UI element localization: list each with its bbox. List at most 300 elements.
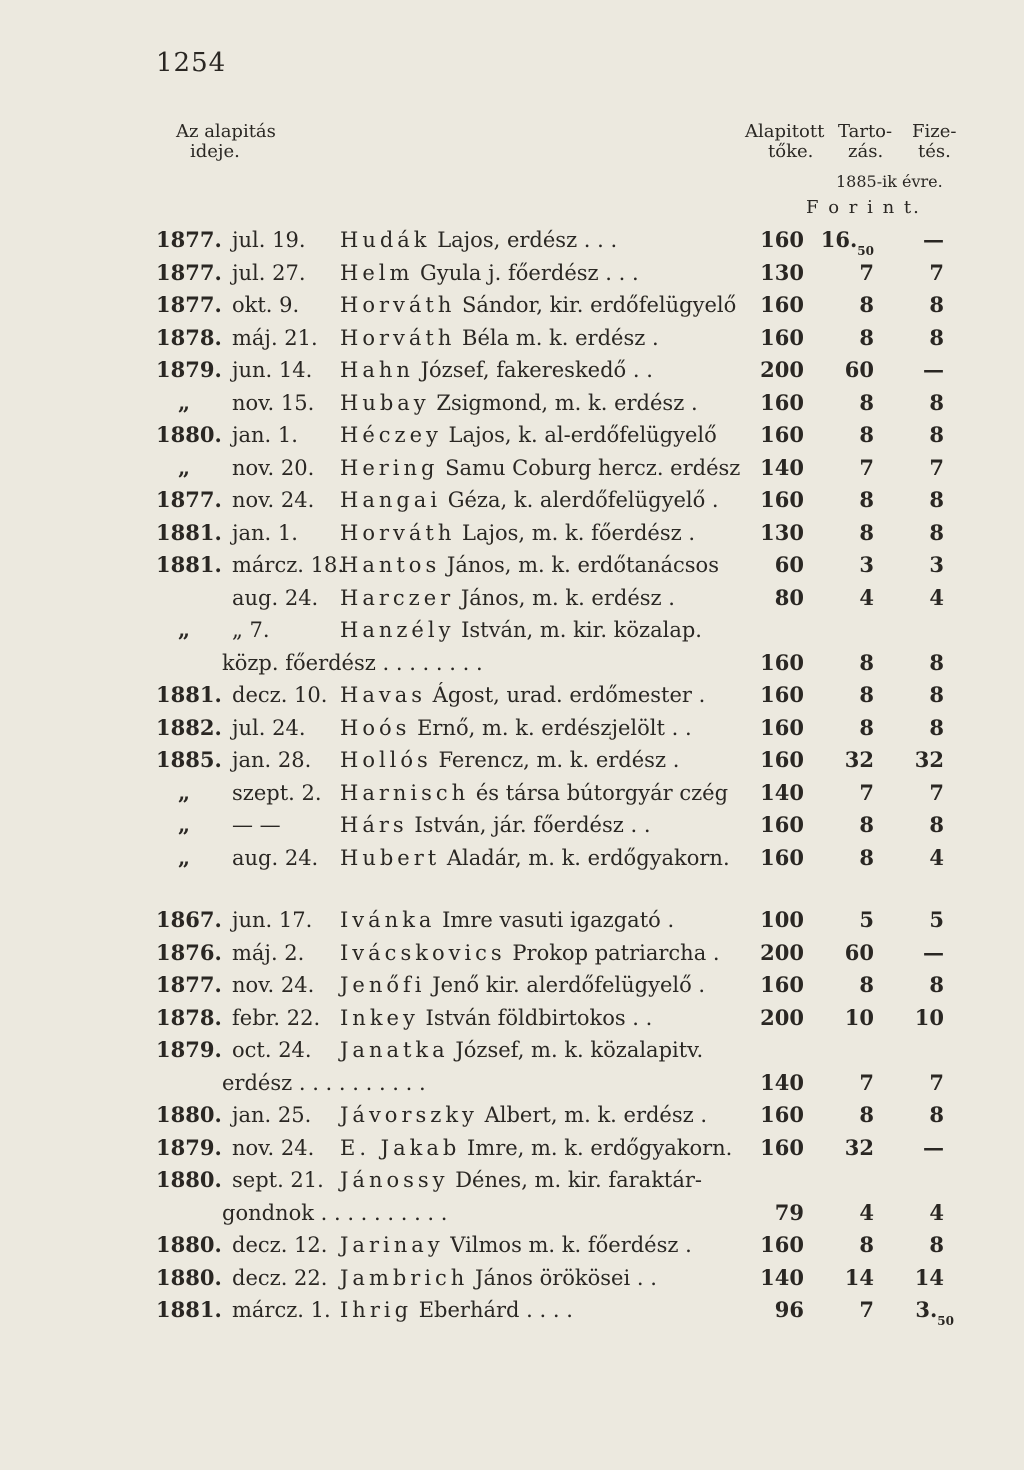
row-tartozas	[859, 712, 874, 744]
row-capital: 200	[760, 357, 804, 382]
row-year: 1867.	[156, 907, 222, 932]
table-row	[0, 1164, 1024, 1196]
row-fizetes-value: 8	[929, 292, 944, 317]
row-year: „	[178, 844, 191, 870]
row-details: Ernő, m. k. erdészjelölt . .	[410, 715, 692, 740]
row-tartozas-value: 16.	[820, 227, 858, 252]
row-fizetes-value: 8	[929, 972, 944, 997]
row-month-day: febr. 22.	[232, 1005, 321, 1030]
row-fizetes-value: —	[923, 1134, 944, 1160]
row-fizetes	[929, 289, 944, 321]
row-name	[340, 937, 720, 969]
row-name	[340, 517, 695, 549]
row-name	[340, 224, 617, 256]
row-details: Aladár, m. k. erdőgyakorn.	[440, 845, 730, 870]
row-tartozas-value: 7	[859, 1069, 874, 1095]
row-month-day: szept. 2.	[232, 780, 322, 805]
row-name	[340, 1262, 657, 1294]
row-details: József, m. k. közalapitv.	[448, 1038, 704, 1062]
row-fizetes-value: 8	[929, 1102, 944, 1127]
row-year: 1877.	[156, 227, 222, 252]
table-row	[0, 387, 1024, 419]
row-month-day: nov. 15.	[232, 390, 315, 415]
header-fiz-line2: tés.	[918, 141, 951, 162]
row-tartozas	[859, 517, 874, 549]
row-year: 1877.	[156, 972, 222, 997]
table-row	[0, 1197, 1024, 1229]
table-row	[0, 937, 1024, 969]
row-capital: 140	[760, 1069, 804, 1095]
row-fizetes	[929, 582, 944, 614]
row-surname: Jarinay	[340, 1233, 444, 1257]
row-capital: 160	[760, 844, 804, 870]
table-row	[0, 712, 1024, 744]
row-tartozas-value: 7	[859, 1297, 874, 1322]
row-surname: Harnisch	[340, 780, 470, 805]
table-row	[0, 647, 1024, 679]
row-surname: Helm	[340, 260, 414, 285]
row-capital: 160	[760, 812, 804, 837]
row-tartozas	[845, 1132, 874, 1164]
row-fizetes	[915, 1002, 944, 1034]
row-surname: Ihrig	[340, 1298, 413, 1322]
row-fizetes	[929, 969, 944, 1001]
row-tartozas-value: 8	[859, 422, 874, 447]
row-capital: 160	[760, 227, 804, 252]
row-surname: Janatka	[340, 1038, 449, 1062]
row-fizetes	[915, 744, 944, 776]
row-fizetes-value: 32	[914, 747, 944, 772]
row-details: Imre vasuti igazgató .	[435, 908, 675, 932]
row-month-day: nov. 24.	[232, 1135, 315, 1160]
row-name	[340, 904, 674, 936]
row-tartozas-value: 8	[859, 292, 874, 317]
row-year: „	[178, 389, 191, 415]
row-surname: Ivánka	[340, 908, 436, 932]
row-capital: 140	[760, 1264, 804, 1290]
row-surname: Horváth	[340, 520, 456, 545]
row-tartozas	[845, 354, 874, 386]
row-capital: 200	[760, 939, 804, 965]
row-tartozas	[859, 1229, 874, 1261]
row-name	[340, 969, 705, 1001]
row-name	[340, 322, 659, 354]
row-tartozas	[845, 744, 874, 776]
row-name	[340, 809, 651, 841]
row-tartozas	[859, 484, 874, 516]
row-year: 1876.	[156, 939, 222, 965]
row-details: István, m. kir. közalap.	[454, 618, 702, 642]
row-tartozas-value: 8	[859, 649, 874, 675]
row-fizetes	[929, 484, 944, 516]
table-row	[0, 582, 1024, 614]
row-tartozas-value: 8	[859, 812, 874, 837]
row-month-day: erdész . . . . . . . . . .	[222, 1070, 426, 1095]
row-details: Vilmos m. k. főerdész .	[443, 1233, 692, 1257]
table-row	[0, 1067, 1024, 1099]
row-fizetes	[929, 1229, 944, 1261]
row-year: 1880.	[156, 1102, 222, 1127]
row-tartozas	[821, 224, 874, 259]
row-fizetes	[929, 712, 944, 744]
row-name	[340, 1034, 703, 1066]
row-capital: 160	[760, 389, 804, 415]
row-month-day: jun. 17.	[232, 908, 313, 932]
row-surname: Hoós	[340, 715, 411, 740]
row-fizetes	[923, 1132, 944, 1164]
row-surname: Horváth	[340, 325, 456, 350]
row-name	[340, 257, 639, 289]
row-month-day: gondnok . . . . . . . . . .	[222, 1200, 448, 1225]
table-row	[0, 1099, 1024, 1131]
table-row	[0, 1002, 1024, 1034]
row-surname: Hollós	[340, 748, 432, 772]
header-capital-line1: Alapitott	[745, 121, 825, 142]
row-month-day: sept. 21.	[232, 1168, 324, 1192]
row-name	[340, 744, 679, 776]
row-month-day: nov. 24.	[232, 973, 315, 997]
row-month-day: márcz. 18.	[232, 553, 345, 577]
row-capital: 80	[774, 584, 804, 610]
row-year: „	[178, 454, 191, 480]
row-tartozas	[859, 549, 874, 581]
row-fizetes-value: 4	[929, 1199, 944, 1225]
row-surname: Jambrich	[340, 1265, 469, 1290]
row-capital: 160	[760, 682, 804, 707]
row-capital: 160	[760, 1232, 804, 1257]
row-month-day: jul. 27.	[232, 260, 306, 285]
table-row	[0, 1294, 1024, 1326]
row-capital: 96	[774, 1297, 804, 1322]
row-name	[340, 582, 675, 614]
row-month-day: oct. 24.	[232, 1038, 312, 1062]
row-surname: Harczer	[340, 585, 455, 610]
row-surname: Havas	[340, 683, 426, 707]
row-capital: 160	[760, 422, 804, 447]
row-tartozas-value: 8	[859, 324, 874, 350]
row-details: István, jár. főerdész . .	[407, 813, 651, 837]
row-month-day: jul. 24.	[232, 715, 306, 740]
row-capital: 160	[760, 292, 804, 317]
header-year-note: 1885-ik évre.	[836, 172, 943, 191]
row-tartozas-value: 8	[859, 519, 874, 545]
row-tartozas-value: 8	[859, 389, 874, 415]
row-surname: Horváth	[340, 293, 456, 317]
row-name	[340, 712, 692, 744]
row-year: 1885.	[156, 747, 222, 772]
row-year: 1880.	[156, 1167, 222, 1192]
row-capital: 160	[760, 1102, 804, 1127]
row-fizetes	[929, 809, 944, 841]
row-capital: 130	[760, 519, 804, 545]
row-fizetes-value: 8	[929, 649, 944, 675]
row-details: Zsigmond, m. k. erdész .	[429, 390, 698, 415]
row-name	[340, 777, 728, 809]
row-year: 1877.	[156, 292, 222, 317]
table-row	[0, 777, 1024, 809]
row-year: 1881.	[156, 552, 222, 577]
row-fizetes-value: 5	[929, 907, 944, 932]
row-tartozas-value: 7	[859, 779, 874, 805]
row-fizetes	[929, 679, 944, 711]
row-details: és társa bútorgyár czég	[469, 780, 729, 805]
row-month-day: jan. 25.	[232, 1103, 312, 1127]
row-year: 1879.	[156, 1134, 222, 1160]
row-tartozas-value: 8	[859, 972, 874, 997]
row-surname: Inkey	[340, 1005, 419, 1030]
row-details: Lajos, erdész . . .	[430, 228, 618, 252]
row-month-day: okt. 9.	[232, 293, 300, 317]
table-row	[0, 257, 1024, 289]
row-capital: 130	[760, 259, 804, 285]
row-year: 1879.	[156, 357, 222, 382]
row-tartozas-value: 32	[844, 1134, 874, 1160]
row-surname: Hudák	[340, 228, 431, 252]
row-details: Géza, k. alerdőfelügyelő .	[441, 488, 719, 512]
table-row	[0, 322, 1024, 354]
row-fizetes	[929, 647, 944, 679]
row-details: Lajos, k. al-erdőfelügyelő	[441, 423, 717, 447]
row-month-day: jun. 14.	[232, 358, 313, 382]
row-capital: 140	[760, 454, 804, 480]
row-fizetes-value: 8	[929, 422, 944, 447]
row-capital: 160	[760, 747, 804, 772]
row-name	[340, 614, 702, 646]
table-row	[0, 679, 1024, 711]
table-row	[0, 969, 1024, 1001]
row-name	[340, 842, 730, 874]
row-name	[340, 354, 653, 386]
row-fizetes-value: 8	[929, 519, 944, 545]
row-year: 1879.	[156, 1037, 222, 1062]
row-month-day: aug. 24.	[232, 845, 319, 870]
table-row	[0, 452, 1024, 484]
row-year: 1877.	[156, 487, 222, 512]
row-fizetes-value: 7	[929, 1069, 944, 1095]
row-fizetes-value: 8	[929, 714, 944, 740]
row-details: Gyula j. főerdész . . .	[413, 260, 639, 285]
row-month-day: jul. 19.	[232, 228, 306, 252]
row-year: 1881.	[156, 682, 222, 707]
row-month-day: közp. főerdész . . . . . . . .	[222, 650, 483, 675]
row-name	[340, 452, 740, 484]
row-fizetes	[929, 452, 944, 484]
row-fizetes	[929, 777, 944, 809]
row-details: Eberhárd . . . .	[412, 1298, 573, 1322]
row-details: Ágost, urad. erdőmester .	[426, 683, 706, 707]
row-details: Béla m. k. erdész .	[455, 325, 659, 350]
row-surname: Hubay	[340, 390, 430, 415]
row-month-day: máj. 21.	[232, 325, 318, 350]
row-fizetes	[929, 549, 944, 581]
row-surname: Hering	[340, 455, 439, 480]
page-number: 1254	[156, 48, 227, 78]
row-month-day: nov. 24.	[232, 488, 315, 512]
row-fizetes	[929, 904, 944, 936]
row-tartozas-value: 5	[859, 907, 874, 932]
row-fizetes-value: 8	[929, 389, 944, 415]
table-row	[0, 224, 1024, 256]
row-surname: Hangai	[340, 488, 442, 512]
row-details: János, m. k. erdész .	[454, 585, 675, 610]
row-tartozas	[845, 937, 874, 969]
row-year: 1878.	[156, 1004, 222, 1030]
table-row	[0, 549, 1024, 581]
row-fizetes-value: 7	[929, 779, 944, 805]
row-tartozas-value: 60	[844, 357, 874, 382]
row-month-day: — —	[232, 813, 281, 837]
row-year: 1880.	[156, 1264, 222, 1290]
row-month-day: jan. 1.	[232, 423, 298, 447]
row-surname: Hanzély	[340, 618, 455, 642]
table-row	[0, 484, 1024, 516]
row-fizetes-value: 7	[929, 259, 944, 285]
row-name	[340, 1099, 707, 1131]
header-tart-line2: zás.	[848, 141, 884, 162]
row-tartozas	[859, 777, 874, 809]
row-capital: 160	[760, 487, 804, 512]
row-month-day: jan. 28.	[232, 748, 312, 772]
row-month-day: márcz. 1.	[232, 1298, 331, 1322]
row-month-day: nov. 20.	[232, 455, 315, 480]
row-tartozas	[859, 289, 874, 321]
row-tartozas-value: 8	[859, 1232, 874, 1257]
header-currency: F o r i n t.	[806, 197, 921, 218]
row-surname: Héczey	[340, 423, 442, 447]
row-surname: Jenőfi	[340, 973, 426, 997]
row-capital: 160	[760, 714, 804, 740]
row-fizetes	[915, 1262, 944, 1294]
row-tartozas	[859, 679, 874, 711]
table-row	[0, 1034, 1024, 1066]
row-details: Prokop patriarcha .	[505, 940, 720, 965]
row-fizetes	[923, 354, 944, 386]
row-fizetes-value: 14	[914, 1264, 944, 1290]
row-tartozas	[859, 969, 874, 1001]
row-tartozas-value: 14	[844, 1264, 874, 1290]
row-tartozas	[859, 419, 874, 451]
row-tartozas-value: 4	[859, 1199, 874, 1225]
row-tartozas-value: 8	[859, 844, 874, 870]
row-details: Ferencz, m. k. erdész .	[431, 748, 680, 772]
row-fizetes	[923, 224, 944, 256]
row-fizetes-value: —	[923, 357, 944, 382]
row-name	[340, 1229, 692, 1261]
row-fizetes-value: —	[923, 227, 944, 252]
row-name	[340, 549, 719, 581]
row-details: Imre, m. k. erdőgyakorn.	[460, 1135, 733, 1160]
row-month-day: decz. 10.	[232, 683, 328, 707]
row-month-day: „ 7.	[232, 618, 270, 642]
row-fizetes-value: 8	[929, 1232, 944, 1257]
row-capital: 160	[760, 324, 804, 350]
row-details: Sándor, kir. erdőfelügyelő	[455, 293, 737, 317]
row-tartozas	[859, 582, 874, 614]
row-name	[340, 1164, 702, 1196]
row-fizetes-value: 3	[929, 552, 944, 577]
row-surname: E. Jakab	[340, 1135, 461, 1160]
row-tartozas-value: 8	[859, 1102, 874, 1127]
table-row	[0, 1132, 1024, 1164]
row-fizetes	[929, 1067, 944, 1099]
row-capital: 79	[774, 1199, 804, 1225]
row-fizetes	[929, 842, 944, 874]
row-name	[340, 1294, 573, 1326]
header-date-line2: ideje.	[190, 141, 240, 162]
row-fizetes-fraction: 50	[937, 1314, 954, 1328]
row-fizetes-value: 7	[929, 454, 944, 480]
row-tartozas-value: 3	[859, 552, 874, 577]
row-fizetes	[929, 1197, 944, 1229]
table-row	[0, 1229, 1024, 1261]
header-tart-line1: Tarto-	[838, 121, 893, 142]
row-tartozas-value: 7	[859, 259, 874, 285]
row-year: 1880.	[156, 1232, 222, 1257]
row-capital: 160	[760, 1134, 804, 1160]
row-month-day: máj. 2.	[232, 940, 305, 965]
row-capital: 100	[760, 907, 804, 932]
row-tartozas	[859, 809, 874, 841]
table-row	[0, 1262, 1024, 1294]
row-year: 1881.	[156, 519, 222, 545]
table-row	[0, 419, 1024, 451]
row-fizetes-value: 8	[929, 682, 944, 707]
row-tartozas	[845, 1002, 874, 1034]
row-details: Dénes, m. kir. faraktár-	[448, 1168, 703, 1192]
row-name	[340, 419, 717, 451]
row-surname: Hárs	[340, 813, 408, 837]
row-surname: Hubert	[340, 845, 441, 870]
row-year: 1878.	[156, 324, 222, 350]
row-fizetes	[923, 937, 944, 969]
row-tartozas-value: 8	[859, 714, 874, 740]
row-fizetes	[915, 1294, 954, 1329]
row-tartozas	[859, 452, 874, 484]
row-capital: 200	[760, 1004, 804, 1030]
row-name	[340, 387, 698, 419]
row-fizetes	[929, 1099, 944, 1131]
row-tartozas	[859, 387, 874, 419]
row-fizetes	[929, 257, 944, 289]
table-row	[0, 842, 1024, 874]
row-tartozas	[845, 1262, 874, 1294]
row-tartozas	[859, 1067, 874, 1099]
row-tartozas-value: 7	[859, 454, 874, 480]
header-capital-line2: tőke.	[768, 141, 814, 162]
row-month-day: decz. 22.	[232, 1265, 328, 1290]
row-surname: Hahn	[340, 358, 414, 382]
row-fizetes	[929, 387, 944, 419]
row-tartozas	[859, 1294, 874, 1326]
row-fizetes-value: 3.	[915, 1297, 938, 1322]
row-capital: 160	[760, 972, 804, 997]
row-year: 1880.	[156, 422, 222, 447]
header-date-line1: Az alapitás	[176, 121, 276, 142]
row-tartozas-value: 10	[844, 1004, 874, 1030]
row-fizetes-value: 4	[929, 844, 944, 870]
row-details: Albert, m. k. erdész .	[477, 1103, 708, 1127]
row-fizetes-value: 4	[929, 584, 944, 610]
row-details: János, m. k. erdőtanácsos	[440, 553, 719, 577]
row-year: 1882.	[156, 714, 222, 740]
row-tartozas-value: 8	[859, 682, 874, 707]
table-row	[0, 517, 1024, 549]
row-details: József, fakereskedő . .	[413, 358, 653, 382]
row-month-day: jan. 1.	[232, 520, 298, 545]
row-name	[340, 289, 736, 321]
row-surname: Hantos	[340, 553, 441, 577]
row-capital: 160	[760, 649, 804, 675]
